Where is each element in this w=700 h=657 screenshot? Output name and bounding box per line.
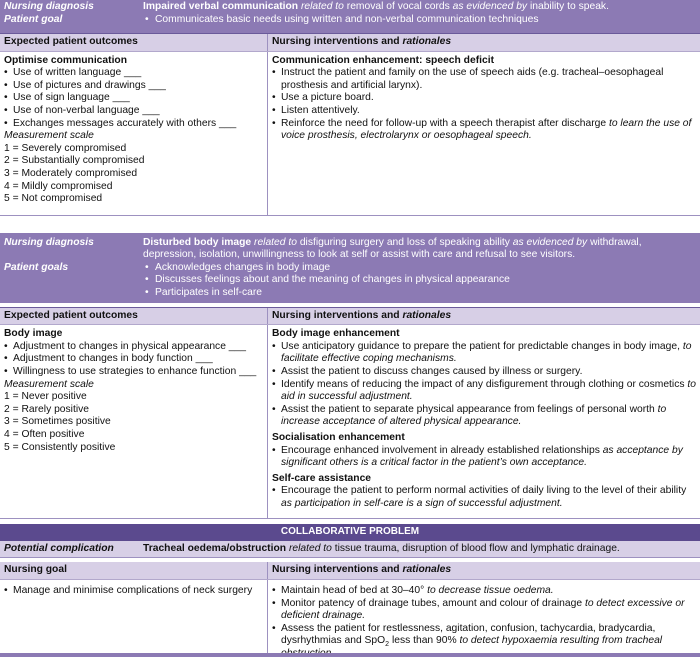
outcome-item: • Use of sign language ___ — [4, 92, 263, 105]
scale-item: 2 = Substantially compromised — [4, 155, 145, 167]
outcome-item: • Use of written language ___ — [4, 67, 263, 80]
intervention-item: • Instruct the patient and family on the use of speech aids (e.g. tracheal–oesophageal prosthesis and artificial larynx). — [272, 67, 696, 92]
scale-item: 1 = Severely compromised — [4, 142, 127, 154]
interventions-cell — [268, 52, 700, 215]
scale-title: Measurement scale — [4, 378, 94, 390]
intervention-item: • Assist the patient to discuss changes caused by illness or surgery. — [272, 366, 696, 379]
outcome-item: • Use of non-verbal language ___ — [4, 105, 263, 118]
intervention-item: • Use a picture board. — [272, 92, 696, 105]
goal-item: • Discusses feelings about and the meaning of changes in physical appearance — [143, 274, 696, 287]
column-header-row — [0, 33, 700, 52]
diagnosis-band-2 — [0, 233, 700, 303]
content-row-2 — [0, 325, 700, 519]
scale-title: Measurement scale — [4, 130, 94, 142]
intervention-item: • Use anticipatory guidance to prepare the patient for predictable changes in body image, to facilitate effective coping mechanisms. — [272, 341, 696, 366]
section-title: Body image enhancement — [272, 328, 400, 340]
intervention-item: • Monitor patency of drainage tubes, amount and colour of drainage to detect excessive or deficient drainage. — [272, 598, 696, 623]
col-interventions: Nursing interventions and rationales — [272, 564, 452, 576]
outcome-title: Optimise communication — [4, 54, 128, 66]
intervention-item: • Identify means of reducing the impact of any disfigurement through clothing or cosmetics to aid in successful adjustment. — [272, 379, 696, 404]
intervention-item: • Assist the patient to separate physical appearance from feelings of personal worth to increase acceptance of altered physical appearance. — [272, 404, 696, 429]
complication-text: Tracheal oedema/obstruction related to tissue trauma, disruption of blood flow and lymphatic drainage. — [143, 542, 620, 554]
outcome-title: Body image — [4, 328, 63, 340]
diagnosis-label: Nursing diagnosis — [4, 1, 94, 12]
outcome-item: • Adjustment to changes in body function ___ — [4, 353, 263, 366]
scale-item: 3 = Moderately compromised — [4, 167, 138, 179]
scale-item: 2 = Rarely positive — [4, 403, 89, 415]
collaborative-problem-banner: COLLABORATIVE PROBLEM — [0, 523, 700, 541]
outcome-item: • Willingness to use strategies to enhance function ___ — [4, 366, 263, 379]
scale-item: 1 = Never positive — [4, 391, 87, 403]
section-title: Socialisation enhancement — [272, 431, 405, 443]
outcome-item: • Exchanges messages accurately with others ___ — [4, 118, 263, 131]
goal-item: • Acknowledges changes in body image — [143, 262, 696, 275]
outcomes-cell — [0, 52, 268, 215]
diagnosis-text: Disturbed body image related to disfiguring surgery and loss of speaking ability as evidenced by withdrawal, depression, isolation, unwillingness to look at self or assist with care and refusal to see visitors. — [143, 236, 642, 261]
col-nursing-goal: Nursing goal — [0, 562, 268, 579]
bottom-rule — [0, 653, 700, 657]
intervention-item: • Encourage the patient to perform normal activities of daily living to the level of their ability as participation in self-care is a sign of successful adjustment. — [272, 485, 696, 510]
outcome-item: • Use of pictures and drawings ___ — [4, 80, 263, 93]
goal-label: Patient goal — [4, 13, 63, 25]
col-interventions: Nursing interventions and rationales — [272, 36, 452, 47]
complication-label: Potential complication — [4, 542, 114, 554]
goal-cell — [0, 580, 268, 657]
diagnosis-band-1 — [0, 0, 700, 33]
col-interventions: Nursing interventions and rationales — [272, 309, 452, 321]
intervention-title: Communication enhancement: speech deficit — [272, 54, 494, 66]
content-row-1 — [0, 52, 700, 216]
intervention-item: • Assess the patient for restlessness, agitation, confusion, tachycardia, bradycardia, dysrhythmias and SpO$_2$ less than 90% to detect hypoxaemia resulting from tracheal — [272, 623, 696, 657]
outcome-item: • Adjustment to changes in physical appearance ___ — [4, 341, 263, 354]
col-outcomes: Expected patient outcomes — [0, 34, 268, 51]
column-header-row — [0, 562, 700, 580]
section-title: Self-care assistance — [272, 472, 372, 484]
diagnosis-text: Impaired verbal communication related to removal of vocal cords as evidenced by inability to speak. — [143, 1, 609, 12]
intervention-item: • Encourage enhanced involvement in already established relationships as acceptance by significant others is a critical factor in the patient’s own acceptance. — [272, 445, 696, 470]
intervention-item: • Listen attentively. — [272, 105, 696, 118]
scale-item: 4 = Often positive — [4, 428, 85, 440]
intervention-item: • Maintain head of bed at 30–40° to decrease tissue oedema. — [272, 585, 696, 598]
interventions-cell — [268, 580, 700, 657]
goal-item: • Manage and minimise complications of neck surgery — [4, 585, 263, 598]
goal-item: • Participates in self-care — [143, 287, 696, 300]
intervention-item: • Reinforce the need for follow-up with a speech therapist after discharge to learn the use of voice prosthesis, electrolarynx or oesophageal speech. — [272, 118, 696, 143]
goal-label: Patient goals — [4, 261, 69, 273]
outcomes-cell — [0, 325, 268, 518]
scale-item: 4 = Mildly compromised — [4, 180, 113, 192]
diagnosis-label: Nursing diagnosis — [4, 236, 94, 248]
scale-item: 3 = Sometimes positive — [4, 416, 111, 428]
potential-complication-row — [0, 541, 700, 559]
content-row-3 — [0, 580, 700, 657]
scale-item: 5 = Consistently positive — [4, 441, 116, 453]
interventions-cell — [268, 325, 700, 518]
scale-item: 5 = Not compromised — [4, 193, 103, 205]
column-header-row — [0, 307, 700, 326]
col-outcomes: Expected patient outcomes — [0, 308, 268, 325]
goal-item: • Communicates basic needs using written and non-verbal communication techniques — [143, 14, 696, 27]
